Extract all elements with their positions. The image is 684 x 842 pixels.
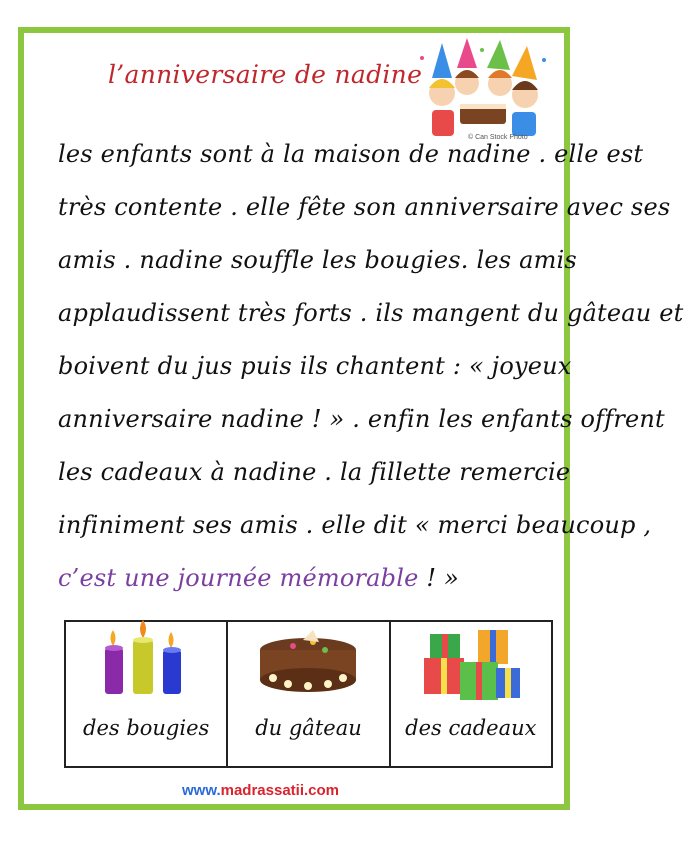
story-line: infiniment ses amis . elle dit « merci beaucoup , <box>58 511 652 539</box>
story-line: les cadeaux à nadine . la fillette remercie <box>58 458 571 486</box>
vocabulary-table <box>64 620 553 768</box>
vocab-label: des cadeaux <box>405 716 537 740</box>
closing-quote: ! » <box>418 564 459 592</box>
vocab-cell-gateau <box>228 622 390 766</box>
website-domain: madrassatii.com <box>220 782 340 799</box>
highlighted-phrase: c’est une journée mémorable <box>58 564 419 592</box>
story-line: amis . nadine souffle les bougies. les amis <box>58 246 577 274</box>
vocab-cell-bougies <box>66 622 228 766</box>
candles-icon <box>91 628 201 698</box>
image-credit: © Can Stock Photo <box>468 134 528 141</box>
website-link[interactable] <box>182 782 339 799</box>
story-line: applaudissent très forts . ils mangent du gâteau et <box>58 299 684 327</box>
vocab-label: des bougies <box>83 716 210 740</box>
birthday-party-illustration <box>412 38 552 138</box>
story-line: boivent du jus puis ils chantent : « joyeux <box>58 352 572 380</box>
story-line: les enfants sont à la maison de nadine . elle est <box>58 140 644 168</box>
story-text <box>58 128 684 605</box>
story-line: très contente . elle fête son anniversaire avec ses <box>58 193 671 221</box>
vocab-cell-cadeaux <box>391 622 551 766</box>
story-last-line <box>58 552 558 605</box>
story-line: anniversaire nadine ! » . enfin les enfants offrent <box>58 405 665 433</box>
page-title: l’anniversaire de nadine <box>108 60 423 89</box>
gifts-icon <box>416 628 526 708</box>
vocab-label: du gâteau <box>255 716 362 740</box>
website-prefix: www. <box>182 782 221 799</box>
cake-icon <box>253 628 363 698</box>
